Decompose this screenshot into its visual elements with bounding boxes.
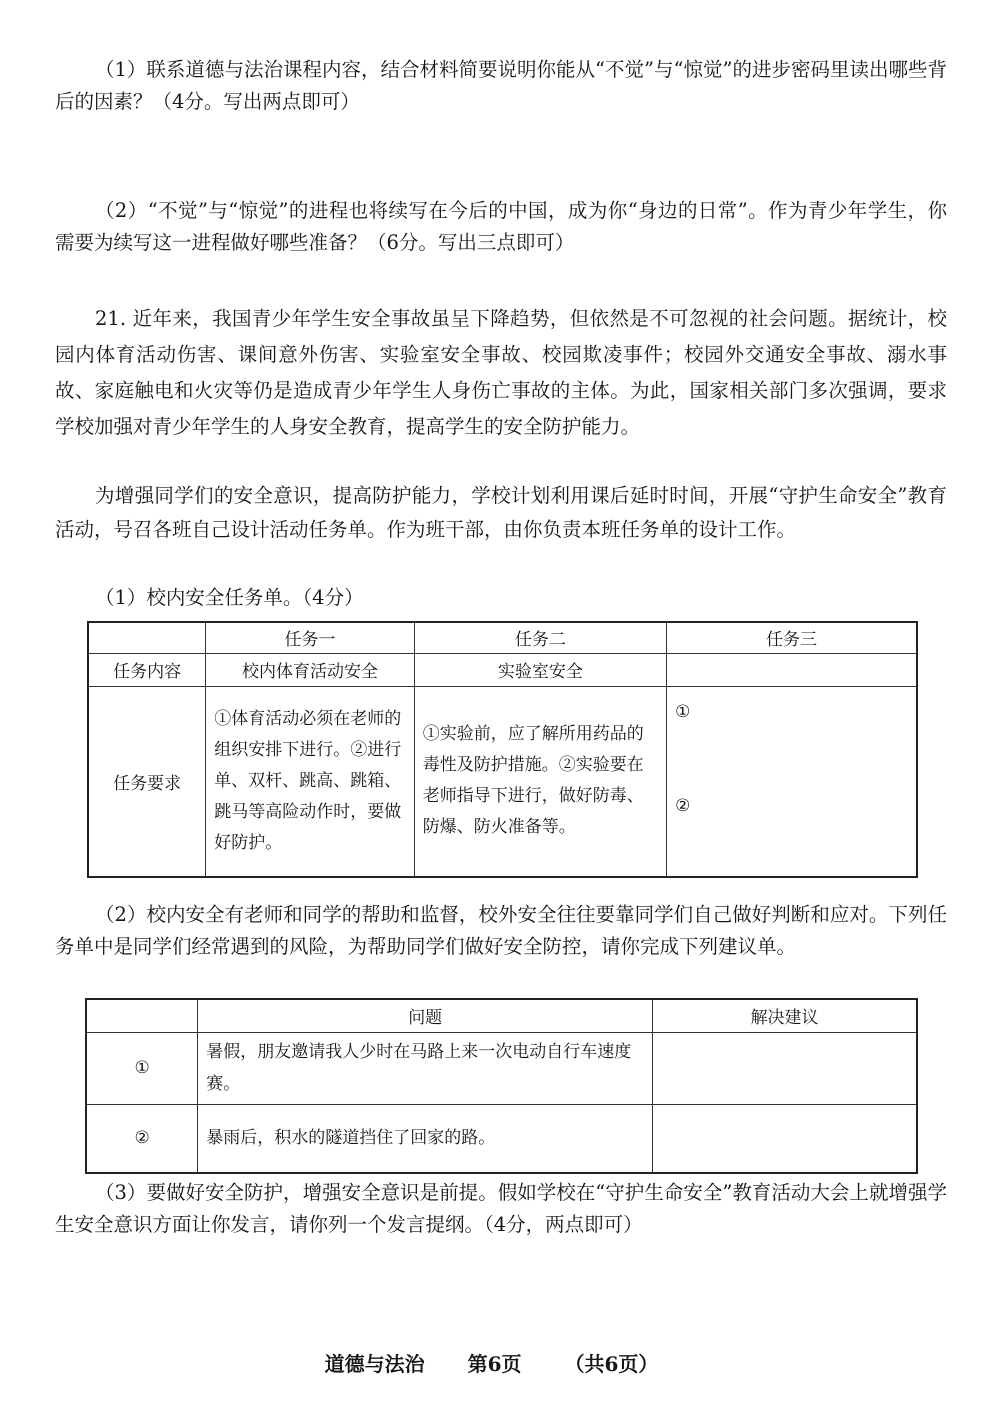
off-campus-suggestion-table <box>85 998 918 1174</box>
header-suggestion: 解决建议 <box>653 999 917 1032</box>
q21-intro: 21. 近年来，我国青少年学生安全事故虽呈下降趋势，但依然是不可忽视的社会问题。据统计，校园内体育活动伤害、课间意外伤害、实验室安全事故、校园欺凌事件；校园外交通安全事故、溺水事故、家庭触电和火灾等仍是造成青少年学生人身伤亡事故的主体。为此，国家相关部门多次强调，要求学校加强对青少年学生的人身安全教育，提高学生的安全防护能力。 <box>55 307 947 438</box>
page-footer <box>0 1348 983 1377</box>
campus-safety-task-table <box>87 621 918 878</box>
suggestion-blank[interactable] <box>653 1032 917 1104</box>
task-three-content-blank[interactable] <box>667 653 917 686</box>
q20-sub2: （2）“不觉”与“惊觉”的进程也将续写在今后的中国，成为你“身边的日常”。作为青少年学生，你需要为续写这一进程做好哪些准备？（6分。写出三点即可） <box>55 199 947 254</box>
q21-sub2: （2）校内安全有老师和同学的帮助和监督，校外安全往往要靠同学们自己做好判断和应对。下列任务单中是同学们经常遇到的风险，为帮助同学们做好安全防控，请你完成下列建议单。 <box>55 903 947 958</box>
footer-subject: 道德与法治 <box>324 1352 425 1376</box>
table-row <box>86 1032 917 1104</box>
header-empty-cell <box>86 999 198 1032</box>
header-task-three: 任务三 <box>667 622 917 653</box>
header-empty-cell <box>88 622 206 653</box>
row-number: ② <box>86 1104 198 1173</box>
suggestion-blank[interactable] <box>653 1104 917 1173</box>
row-label-content: 任务内容 <box>88 653 206 686</box>
q21-sub3: （3）要做好安全防护，增强安全意识是前提。假如学校在“守护生命安全”教育活动大会上就增强学生安全意识方面让你发言，请你列一个发言提纲。（4分，两点即可） <box>55 1181 947 1236</box>
footer-total: （共6页） <box>564 1352 659 1376</box>
task-two-content: 实验室安全 <box>414 653 666 686</box>
q21-context: 为增强同学们的安全意识，提高防护能力，学校计划利用课后延时时间，开展“守护生命安全”教育活动，号召各班自己设计活动任务单。作为班干部，由你负责本班任务单的设计工作。 <box>55 484 947 541</box>
issue-text: 暑假，朋友邀请我人少时在马路上来一次电动自行车速度赛。 <box>198 1032 653 1104</box>
row-number: ① <box>86 1032 198 1104</box>
task-one-requirement: ①体育活动必须在老师的组织安排下进行。②进行单、双杆、跳高、跳箱、跳马等高险动作时，要做好防护。 <box>206 686 415 877</box>
table-header-row <box>86 999 917 1032</box>
task-requirement-row <box>88 686 917 877</box>
table-header-row <box>88 622 917 653</box>
task-two-requirement: ①实验前，应了解所用药品的毒性及防护措施。②实验要在老师指导下进行，做好防毒、防爆、防火准备等。 <box>414 686 666 877</box>
header-task-two: 任务二 <box>414 622 666 653</box>
issue-text: 暴雨后，积水的隧道挡住了回家的路。 <box>198 1104 653 1173</box>
task-one-content: 校内体育活动安全 <box>206 653 415 686</box>
footer-page: 第6页 <box>467 1352 522 1376</box>
q20-sub1: （1）联系道德与法治课程内容，结合材料简要说明你能从“不觉”与“惊觉”的进步密码里读出哪些背后的因素？（4分。写出两点即可） <box>55 58 947 113</box>
table-row <box>86 1104 917 1173</box>
header-task-one: 任务一 <box>206 622 415 653</box>
blank-marker-2: ② <box>675 795 691 816</box>
row-label-requirement: 任务要求 <box>88 686 206 877</box>
task-three-requirement-blank[interactable] <box>667 686 917 877</box>
q21-sub1-title: （1）校内安全任务单。（4分） <box>95 586 364 609</box>
task-content-row <box>88 653 917 686</box>
header-issue: 问题 <box>198 999 653 1032</box>
blank-marker-1: ① <box>675 701 691 722</box>
